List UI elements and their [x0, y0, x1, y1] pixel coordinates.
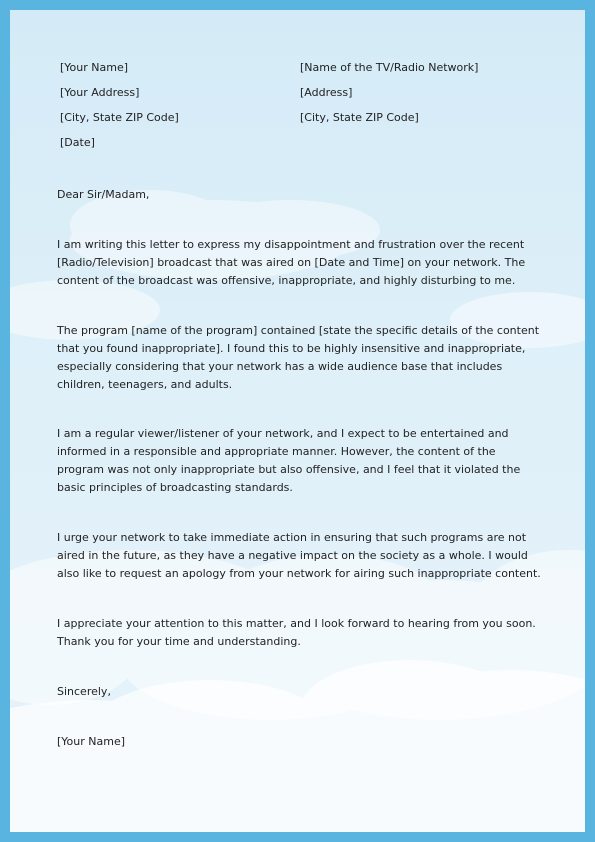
body-paragraph-2: The program [name of the program] contained [state the specific details of the content that you found inappropriate]. I found this to be highly insensitive and inappropriate, especially considering that your network has a wide audience base that includes children, teenagers, and adults. [57, 324, 540, 391]
letter-sheet [10, 10, 585, 832]
recipient-city: [City, State ZIP Code] [300, 111, 419, 124]
body-paragraph-3: I am a regular viewer/listener of your network, and I expect to be entertained and informed in a responsible and appropriate manner. However, the content of the program was not only inappropriate but also offensive, and I feel that it violated the basic principles of broadcasting standards. [57, 427, 521, 494]
body-paragraph-1: I am writing this letter to express my disappointment and frustration over the recent [Radio/Television] broadcast that was aired on [Date and Time] on your network. The content of the broadcast was offensive, inappropriate, and highly disturbing to me. [57, 238, 526, 287]
body-paragraph-4: I urge your network to take immediate action in ensuring that such programs are not aired in the future, as they have a negative impact on the society as a whole. I would also like to request an apology from your network for airing such inappropriate content. [57, 531, 541, 580]
signature-name: [Your Name] [57, 735, 126, 748]
recipient-address: [Address] [300, 86, 353, 99]
sender-name: [Your Name] [60, 61, 129, 74]
cloud-background [10, 10, 585, 832]
letter-date: [Date] [60, 136, 95, 149]
sender-city: [City, State ZIP Code] [60, 111, 179, 124]
salutation: Dear Sir/Madam, [57, 188, 150, 201]
sender-address: [Your Address] [60, 86, 140, 99]
closing: Sincerely, [57, 685, 111, 698]
recipient-name: [Name of the TV/Radio Network] [300, 61, 479, 74]
body-paragraph-5: I appreciate your attention to this matter, and I look forward to hearing from you soon. Thank you for your time and understanding. [57, 617, 536, 648]
